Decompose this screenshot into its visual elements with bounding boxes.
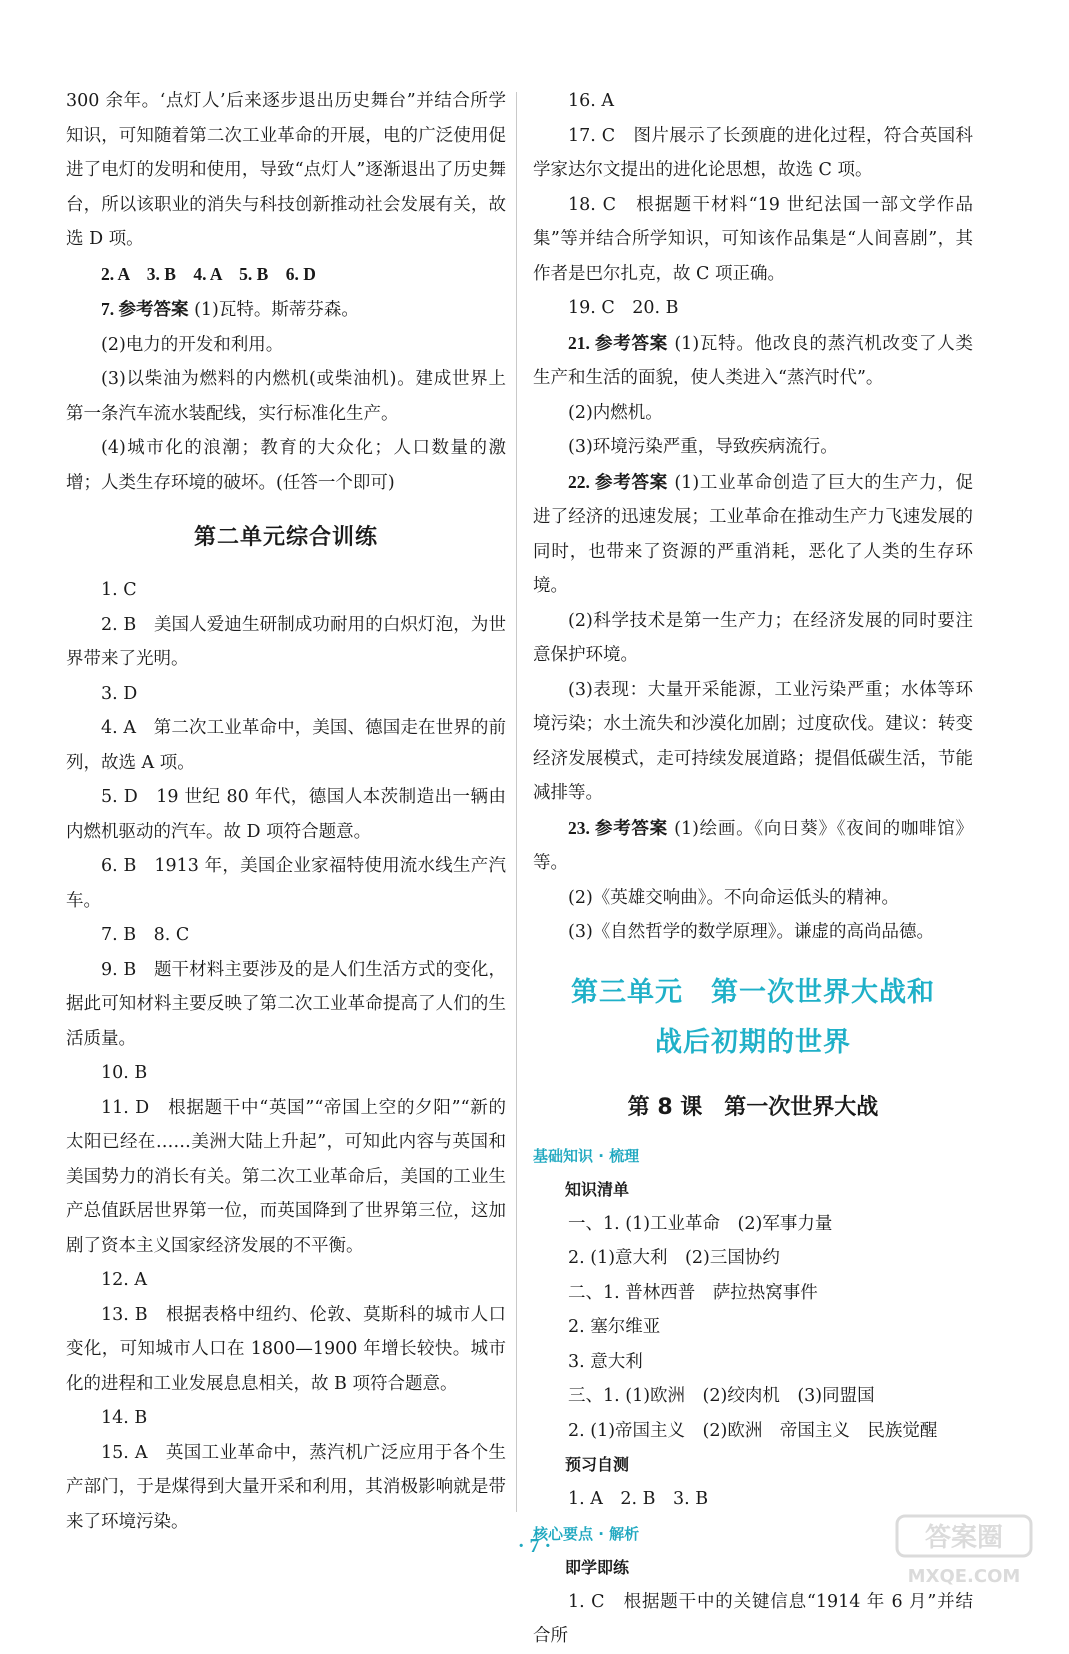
unit-title-line2: 战后初期的世界 — [655, 1026, 851, 1058]
answer-q22-3: (3)表现：大量开采能源，工业污染严重；水体等环境污染；水土流失和沙漠化加剧；过度砍伐。建议：转变经济发展模式，走可持续发展道路；提倡低碳生活，节能减排等。 — [533, 679, 973, 803]
answer-continuation: 300 余年。‘点灯人’后来逐步退出历史舞台”并结合所学知识，可知随着第二次工业革命的开展，电的广泛使用促进了电灯的发明和使用，导致“点灯人”逐渐退出了历史舞台，所以该职业的消失与科技创新推动社会发展有关，故选 D 项。 — [66, 91, 506, 249]
answer-q11: 11. D 根据题干中“英国”“帝国上空的夕阳”“新的太阳已经在……美洲大陆上升起”，可知此内容与英国和美国势力的消长有关。第二次工业革命后，美国的工业生产总值跃居世界第一位，而英国降到了世界第三位，这加剧了资本主义国家经济发展的不平衡。 — [66, 1097, 506, 1256]
column-divider — [516, 92, 517, 1512]
answer-7-2: (2)电力的开发和利用。 — [101, 334, 284, 355]
answer-q18: 18. C 根据题干材料“19 世纪法国一部文学作品集”等并结合所学知识，可知该作品集是“人间喜剧”，其作者是巴尔扎克，故 C 项正确。 — [533, 194, 973, 284]
answer-q21 — [533, 326, 973, 396]
answer-label: 23. 参考答案 — [568, 817, 668, 838]
knowledge-item: 2. 塞尔维亚 — [568, 1317, 661, 1337]
answer-q1: 1. C — [101, 580, 137, 600]
answer-q19: 19. C 20. B — [568, 298, 679, 318]
answer-label: 21. 参考答案 — [568, 332, 669, 353]
answer-7-3: (3)以柴油为燃料的内燃机(或柴油机)。建成世界上第一条汽车流水装配线，实行标准化生产。 — [66, 369, 506, 424]
section-tag-core: 核心要点 · 解析 — [533, 1524, 640, 1543]
section-tag-basics: 基础知识 · 梳理 — [533, 1146, 640, 1165]
answer-q23 — [533, 811, 973, 881]
subheading-knowledge-list: 知识清单 — [565, 1179, 630, 1199]
answer-q5: 5. D 19 世纪 80 年代，德国人本茨制造出一辆由内燃机驱动的汽车。故 D 项符合题意。 — [66, 787, 506, 842]
answer-q15: 15. A 英国工业革命中，蒸汽机广泛应用于各个生产部门，于是煤得到大量开采和利用，其消极影响就是带来了环境污染。 — [66, 1442, 506, 1532]
answer-line — [66, 257, 506, 293]
knowledge-item: 2. (1)意大利 (2)三国协约 — [568, 1248, 780, 1268]
answer-q6: 6. B 1913 年，美国企业家福特使用流水线生产汽车。 — [66, 856, 506, 911]
answer-q3: 3. D — [101, 683, 138, 704]
unit-title-line1: 第三单元 第一次世界大战和 — [571, 976, 935, 1008]
section-title: 第二单元综合训练 — [193, 525, 378, 550]
svg-text:MXQE.COM: MXQE.COM — [907, 1566, 1021, 1587]
knowledge-item: 2. (1)帝国主义 (2)欧洲 帝国主义 民族觉醒 — [568, 1420, 938, 1441]
practice-answer: 1. C 根据题干中的关键信息“1914 年 6 月”并结合所 — [533, 1591, 973, 1646]
answer-numbers: 2. A 3. B 4. A 5. B 6. D — [101, 263, 316, 284]
answer-7-4: (4)城市化的浪潮；教育的大众化；人口数量的激增；人类生存环境的破坏。(任答一个即可) — [66, 438, 506, 493]
right-column — [533, 84, 973, 1654]
subheading-practice: 即学即练 — [565, 1557, 630, 1577]
lesson-title: 第 8 课 第一次世界大战 — [627, 1094, 879, 1120]
answer-q12: 12. A — [101, 1270, 148, 1290]
answer-q7: 7. B 8. C — [101, 925, 190, 945]
answer-q17: 17. C 图片展示了长颈鹿的进化过程，符合英国科学家达尔文提出的进化论思想，故选 C 项。 — [533, 125, 973, 180]
answer-q23-3: (3)《自然哲学的数学原理》。谦虚的高尚品德。 — [568, 922, 935, 942]
answer-q22 — [533, 465, 973, 604]
answer-7 — [66, 292, 506, 328]
answer-q13: 13. B 根据表格中纽约、伦敦、莫斯科的城市人口变化，可知城市人口在 1800—1900 年增长较快。城市化的进程和工业发展息息相关，故 B 项符合题意。 — [66, 1304, 506, 1394]
knowledge-item: 一、1. (1)工业革命 (2)军事力量 — [568, 1213, 833, 1234]
left-column — [66, 84, 506, 1539]
answer-text: (1)工业革命创造了巨大的生产力，促进了经济的迅速发展；工业革命在推动生产力飞速发展的同时，也带来了资源的严重消耗，恶化了人类的生存环境。 — [533, 472, 973, 596]
answer-label: 7. 参考答案 — [101, 299, 189, 319]
answer-q21-3: (3)环境污染严重，导致疾病流行。 — [568, 437, 838, 457]
answer-q9: 9. B 题干材料主要涉及的是人们生活方式的变化，据此可知材料主要反映了第二次工业革命提高了人们的生活质量。 — [66, 959, 506, 1049]
svg-text:答案圈: 答案圈 — [924, 1523, 1004, 1553]
unit-title — [533, 968, 973, 1068]
page-number: · 7 · — [517, 1535, 552, 1557]
answer-q23-2: (2)《英雄交响曲》。不向命运低头的精神。 — [568, 887, 900, 908]
knowledge-item: 二、1. 普林西普 萨拉热窝事件 — [568, 1282, 818, 1303]
answer-text: (1)瓦特。斯蒂芬森。 — [194, 300, 359, 320]
answer-q4: 4. A 第二次工业革命中，美国、德国走在世界的前列，故选 A 项。 — [66, 718, 506, 773]
answer-label: 22. 参考答案 — [568, 471, 669, 492]
watermark-logo — [889, 1510, 1039, 1590]
answer-q22-2: (2)科学技术是第一生产力；在经济发展的同时要注意保护环境。 — [533, 610, 973, 665]
answer-q16: 16. A — [568, 91, 615, 111]
answer-text: (1)绘画。《向日葵》《夜间的咖啡馆》等。 — [533, 818, 973, 873]
knowledge-item: 三、1. (1)欧洲 (2)绞肉机 (3)同盟国 — [568, 1386, 875, 1406]
answer-text: (1)瓦特。他改良的蒸汽机改变了人类生产和生活的面貌，使人类进入“蒸汽时代”。 — [533, 333, 973, 388]
answer-q10: 10. B — [101, 1063, 148, 1083]
preview-answers: 1. A 2. B 3. B — [568, 1489, 709, 1509]
subheading-preview-test: 预习自测 — [565, 1455, 630, 1474]
knowledge-item: 3. 意大利 — [568, 1351, 643, 1372]
answer-q2: 2. B 美国人爱迪生研制成功耐用的白炽灯泡，为世界带来了光明。 — [66, 614, 506, 669]
answer-q14: 14. B — [101, 1408, 148, 1428]
answer-q21-2: (2)内燃机。 — [568, 402, 663, 423]
